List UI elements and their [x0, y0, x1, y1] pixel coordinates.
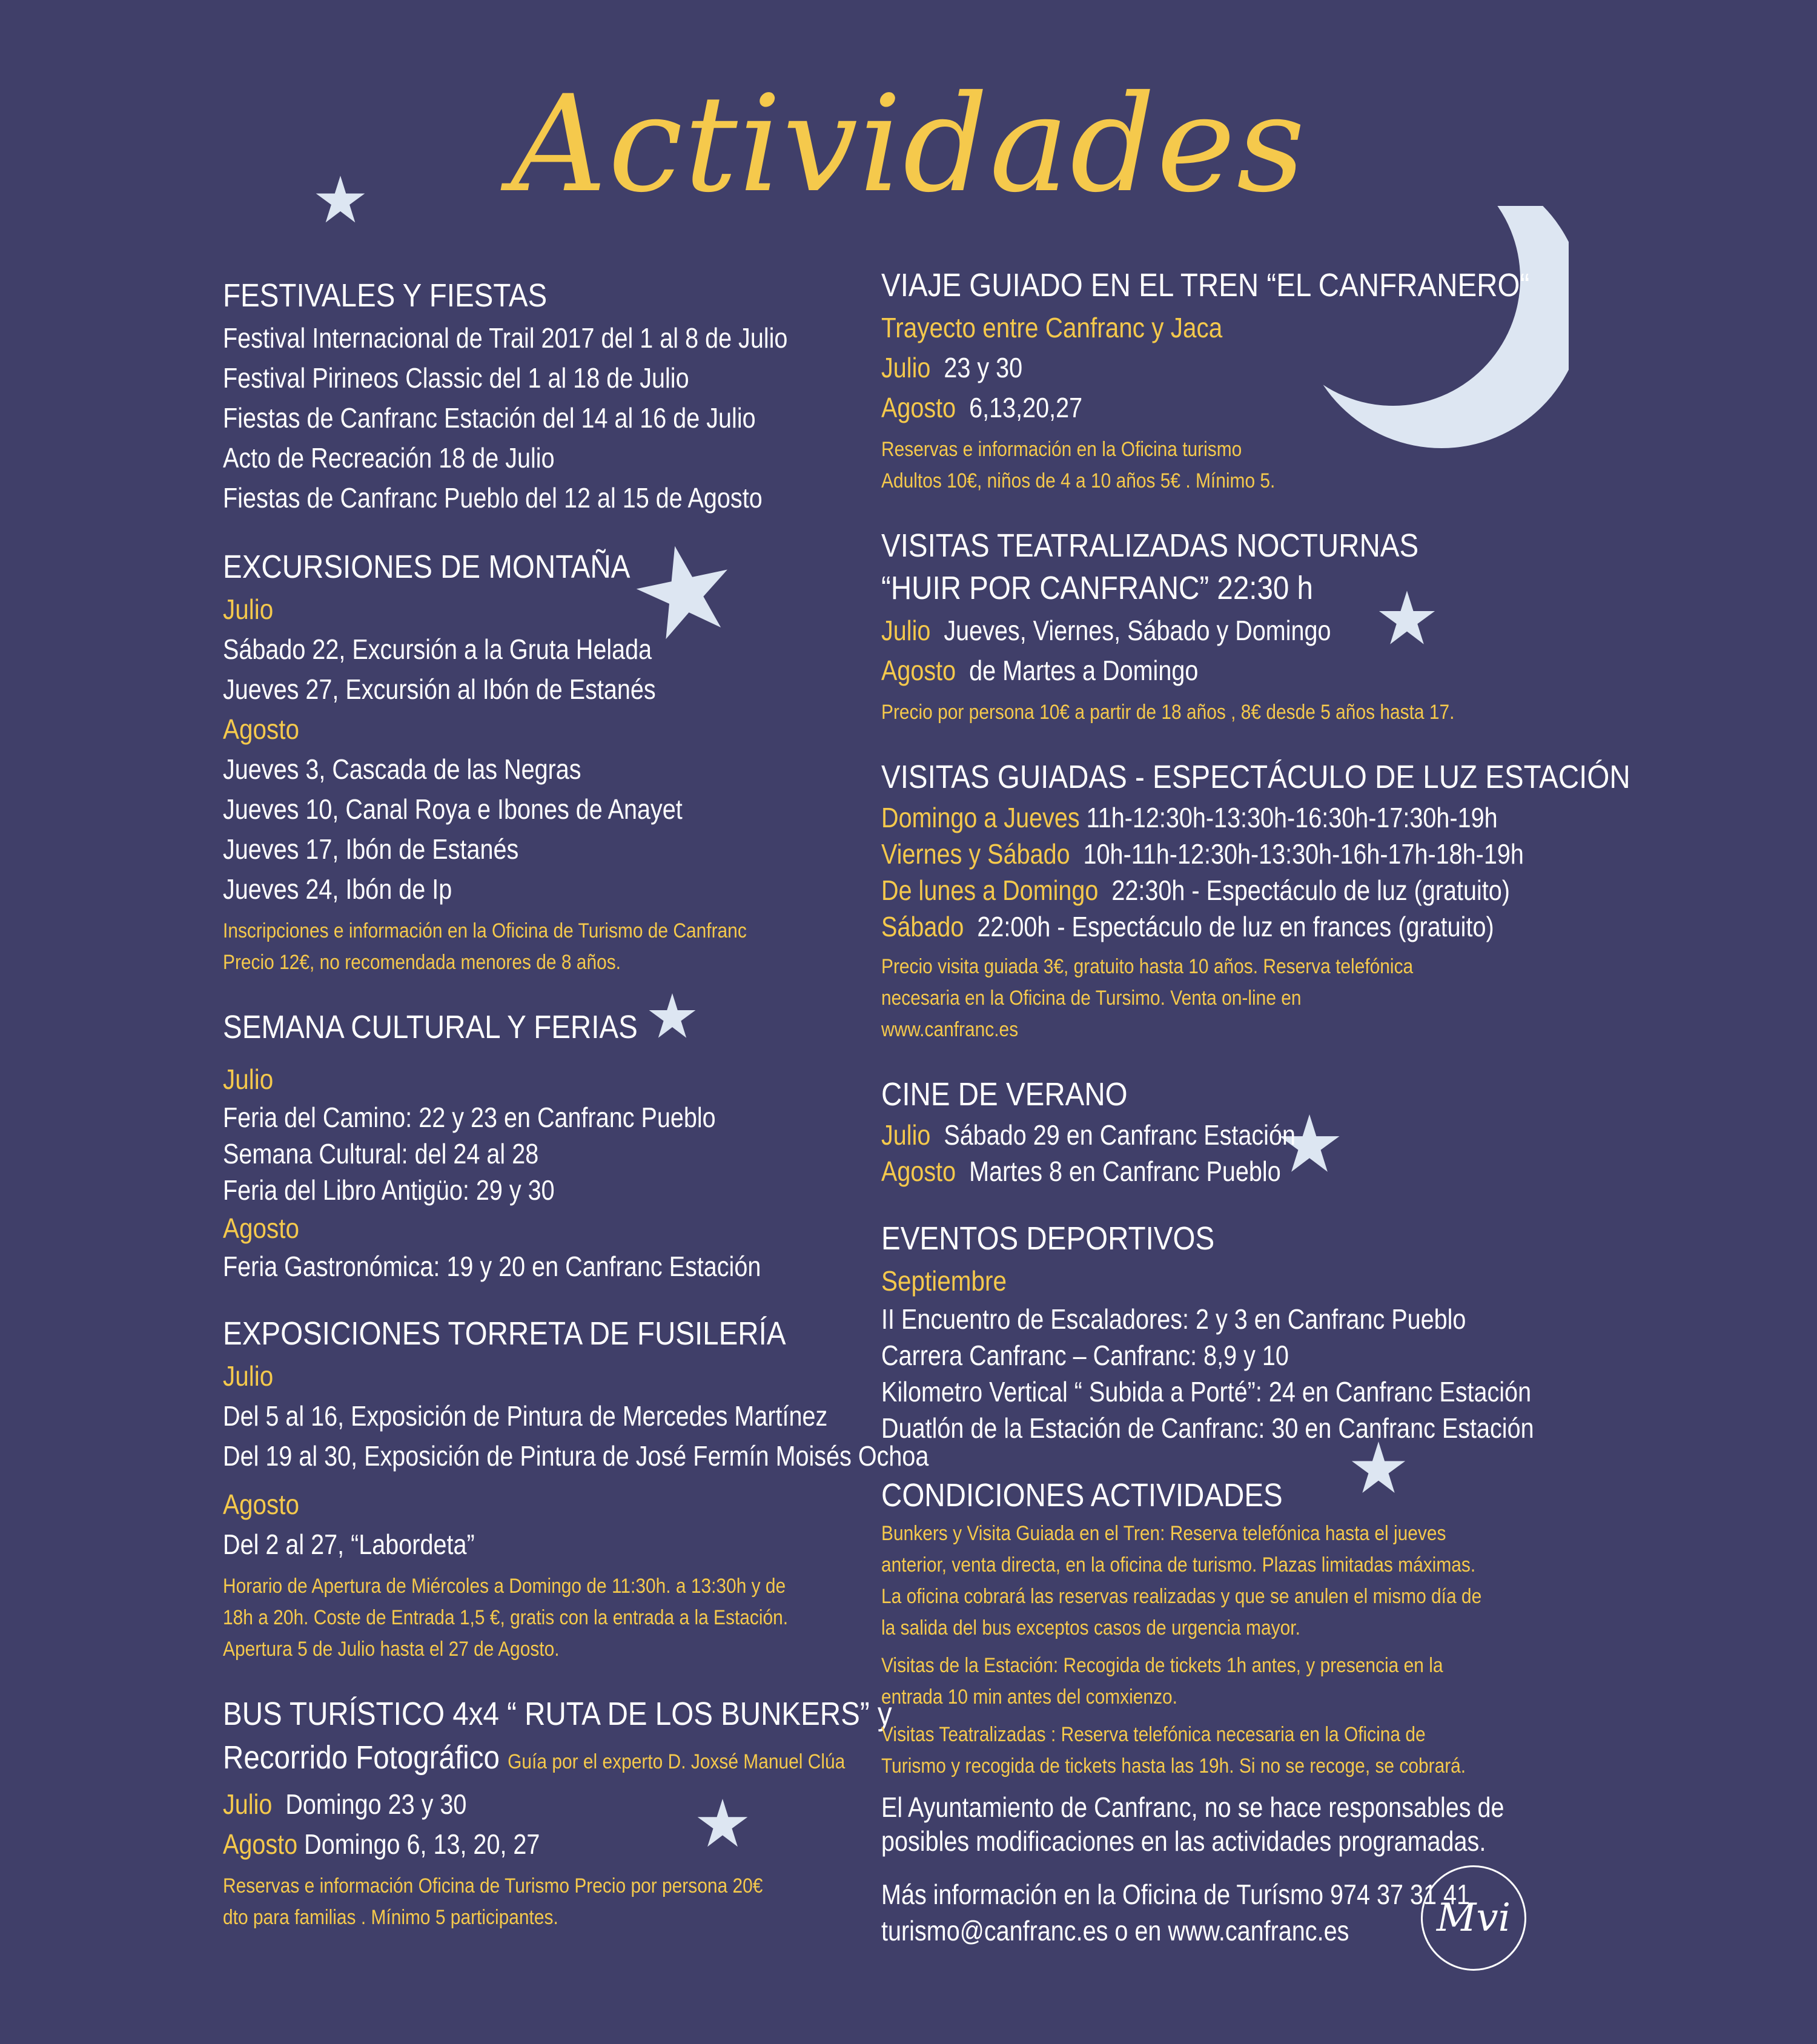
- month-label: Agosto: [223, 713, 300, 745]
- section-subheading: [223, 1738, 846, 1782]
- semana-section: [223, 1007, 865, 1285]
- schedule-text: de Martes a Domingo: [969, 655, 1199, 686]
- section-heading: VIAJE GUIADO EN EL TREN “EL CANFRANERO“: [881, 267, 1530, 303]
- list-item: Jueves 10, Canal Roya e Ibones de Anayet: [223, 793, 683, 825]
- schedule-text: Domingo 6, 13, 20, 27: [304, 1828, 540, 1860]
- left-column: [223, 276, 929, 1962]
- list-item: Feria Gastronómica: 19 y 20 en Canfranc Estación: [223, 1251, 761, 1282]
- month-label: Julio: [223, 594, 274, 625]
- guide-note: Guía por el experto D. Joxsé Manuel Clúa: [508, 1750, 846, 1773]
- route-label: Trayecto entre Canfranc y Jaca: [881, 312, 1223, 343]
- schedule-text: 22:00h - Espectáculo de luz en frances (gratuito): [977, 911, 1494, 942]
- info-line: Más información en la Oficina de Turísmo 974 37 31 41: [881, 1879, 1470, 1910]
- schedule-row: [881, 908, 1494, 945]
- list-item: Duatlón de la Estación de Canfranc: 30 en Canfranc Estación: [881, 1412, 1534, 1444]
- excursiones-section: [223, 547, 865, 978]
- list-item: Del 2 al 27, “Labordeta”: [223, 1529, 475, 1560]
- month-label: Julio: [881, 1119, 931, 1151]
- logo: Mvi: [1421, 1865, 1526, 1971]
- list-item: Semana Cultural: del 24 al 28: [223, 1138, 539, 1169]
- month-label: Julio: [223, 1360, 274, 1392]
- month-label: Julio: [223, 1063, 274, 1095]
- list-item: Jueves 17, Ibón de Estanés: [223, 833, 519, 865]
- schedule-row: [881, 610, 1465, 650]
- star-icon: [315, 176, 366, 224]
- section-heading-line: Recorrido Fotográfico: [223, 1739, 500, 1776]
- list-item: Festival Internacional de Trail 2017 del 1 al 8 de Julio: [223, 322, 788, 354]
- section-heading: BUS TURÍSTICO 4x4 “ RUTA DE LOS BUNKERS” y: [223, 1696, 892, 1732]
- month-label: Julio: [881, 352, 931, 383]
- note-line: Reservas e información en la Oficina turismo: [881, 438, 1242, 461]
- disclaimer-line: posibles modificaciones en las actividades programadas.: [881, 1825, 1486, 1857]
- section-note: Reservas e información Oficina de Turismo Precio por persona 20€ dto para familias . Mínimo 5 participantes.: [223, 1874, 763, 1929]
- schedule-row: [881, 1117, 1465, 1153]
- schedule-text: 10h-11h-12:30h-13:30h-16h-17h-18h-19h: [1083, 838, 1524, 870]
- section-heading: VISITAS GUIADAS - ESPECTÁCULO DE LUZ ESTACIÓN: [881, 759, 1630, 795]
- schedule-row: [881, 348, 1465, 388]
- list-item: Sábado 22, Excursión a la Gruta Helada: [223, 633, 652, 665]
- section-heading: VISITAS TEATRALIZADAS NOCTURNAS: [881, 528, 1419, 564]
- day-label: Domingo a Jueves: [881, 802, 1080, 833]
- conditions-paragraph: Visitas de la Estación: Recogida de tickets 1h antes, y presencia en la entrada 10 min antes del comxienzo.: [881, 1654, 1443, 1708]
- day-label: Viernes y Sábado: [881, 838, 1070, 870]
- schedule-row: [223, 1784, 775, 1824]
- schedule-text: Sábado 29 en Canfranc Estación: [944, 1119, 1296, 1151]
- list-item: Feria del Libro Antigüo: 29 y 30: [223, 1174, 555, 1206]
- day-label: Sábado: [881, 911, 964, 942]
- schedule-text: 6,13,20,27: [969, 392, 1083, 423]
- page-title: Actividades: [511, 67, 1306, 222]
- schedule-text: Domingo 23 y 30: [285, 1788, 467, 1820]
- section-heading: EVENTOS DEPORTIVOS: [881, 1220, 1215, 1257]
- section-heading: FESTIVALES Y FIESTAS: [223, 277, 548, 314]
- month-label: Agosto: [881, 655, 956, 686]
- festivales-section: [223, 276, 865, 518]
- list-item: Feria del Camino: 22 y 23 en Canfranc Pueblo: [223, 1102, 716, 1133]
- schedule-text: 23 y 30: [944, 352, 1023, 383]
- conditions-paragraph: Bunkers y Visita Guiada en el Tren: Reserva telefónica hasta el jueves anterior, venta directa, en la oficina de turismo. Plazas limitadas máximas. La oficina cobrará las reservas realizadas y que se anulen el mismo día de la salida del bus exceptos casos de urgencia mayor.: [881, 1522, 1482, 1639]
- list-item: Carrera Canfranc – Canfranc: 8,9 y 10: [881, 1340, 1289, 1371]
- conditions-paragraph: Visitas Teatralizadas : Reserva telefónica necesaria en la Oficina de Turismo y recogida de tickets hasta las 19h. Si no se recoge, se cobrará.: [881, 1723, 1466, 1778]
- month-label: Agosto: [223, 1212, 300, 1244]
- list-item: Festival Pirineos Classic del 1 al 18 de Julio: [223, 362, 689, 394]
- month-label: Agosto: [223, 1828, 298, 1860]
- cine-section: [881, 1074, 1560, 1189]
- schedule-row: [881, 799, 1498, 836]
- schedule-text: Jueves, Viernes, Sábado y Domingo: [944, 615, 1331, 646]
- list-item: Acto de Recreación 18 de Julio: [223, 442, 555, 474]
- section-heading: SEMANA CULTURAL Y FERIAS: [223, 1009, 638, 1045]
- bus-section: [223, 1694, 892, 1933]
- section-heading: CINE DE VERANO: [881, 1076, 1128, 1113]
- month-label: Agosto: [881, 1156, 956, 1187]
- teatral-section: [881, 526, 1560, 728]
- info-contact: turismo@canfranc.es o en www.canfranc.es: [881, 1915, 1349, 1946]
- list-item: Del 5 al 16, Exposición de Pintura de Mercedes Martínez: [223, 1400, 828, 1432]
- section-note: Horario de Apertura de Miércoles a Domingo de 11:30h. a 13:30h y de 18h a 20h. Coste de Entrada 1,5 €, gratis con la entrada a la Estación. Apertura 5 de Julio hasta el 27 de Agosto.: [223, 1575, 789, 1661]
- disclaimer-line: El Ayuntamiento de Canfranc, no se hace responsables de: [881, 1791, 1504, 1823]
- section-heading: EXCURSIONES DE MONTAÑA: [223, 549, 630, 585]
- schedule-row: [881, 872, 1510, 908]
- list-item: Kilometro Vertical “ Subida a Porté”: 24 en Canfranc Estación: [881, 1376, 1532, 1407]
- schedule-row: [223, 1824, 775, 1864]
- day-label: De lunes a Domingo: [881, 875, 1099, 906]
- section-note: Precio visita guiada 3€, gratuito hasta 10 años. Reserva telefónica necesaria en la Oficina de Tursimo. Venta on-line en www.canfranc.es: [881, 955, 1414, 1041]
- exposiciones-section: [223, 1314, 929, 1665]
- schedule-text: 22:30h - Espectáculo de luz (gratuito): [1111, 875, 1510, 906]
- list-item: Del 19 al 30, Exposición de Pintura de José Fermín Moisés Ochoa: [223, 1440, 929, 1472]
- guiadas-section: [881, 757, 1630, 1045]
- right-column: [881, 265, 1630, 1978]
- viaje-section: [881, 265, 1560, 497]
- section-note: [881, 434, 1489, 497]
- list-item: Fiestas de Canfranc Estación del 14 al 16 de Julio: [223, 402, 756, 434]
- eventos-section: [881, 1219, 1560, 1446]
- section-heading: CONDICIONES ACTIVIDADES: [881, 1477, 1283, 1513]
- schedule-row: [881, 836, 1524, 872]
- month-label: Septiembre: [881, 1265, 1007, 1297]
- list-item: II Encuentro de Escaladores: 2 y 3 en Canfranc Pueblo: [881, 1303, 1466, 1335]
- month-label: Agosto: [881, 392, 956, 423]
- schedule-row: [881, 388, 1465, 428]
- section-heading: EXPOSICIONES TORRETA DE FUSILERÍA: [223, 1315, 786, 1352]
- note-line: Precio 12€, no recomendada menores de 8 años.: [223, 951, 621, 974]
- schedule-row: [881, 650, 1465, 690]
- list-item: Jueves 3, Cascada de las Negras: [223, 753, 581, 785]
- section-note: Precio por persona 10€ a partir de 18 años , 8€ desde 5 años hasta 17.: [881, 701, 1455, 724]
- note-line: Inscripciones e información en la Oficina de Turismo de Canfranc: [223, 919, 747, 942]
- schedule-row: [881, 1153, 1465, 1189]
- month-label: Julio: [223, 1788, 273, 1820]
- section-note: [223, 915, 830, 978]
- month-label: Agosto: [223, 1489, 300, 1520]
- schedule-text: 11h-12:30h-13:30h-16:30h-17:30h-19h: [1086, 802, 1498, 833]
- list-item: Jueves 27, Excursión al Ibón de Estanés: [223, 673, 656, 705]
- schedule-text: Martes 8 en Canfranc Pueblo: [969, 1156, 1281, 1187]
- note-line: Adultos 10€, niños de 4 a 10 años 5€ . Mínimo 5.: [881, 469, 1276, 492]
- section-heading: “HUIR POR CANFRANC” 22:30 h: [881, 570, 1313, 606]
- list-item: Fiestas de Canfranc Pueblo del 12 al 15 de Agosto: [223, 482, 763, 514]
- month-label: Julio: [881, 615, 931, 646]
- list-item: Jueves 24, Ibón de Ip: [223, 873, 452, 905]
